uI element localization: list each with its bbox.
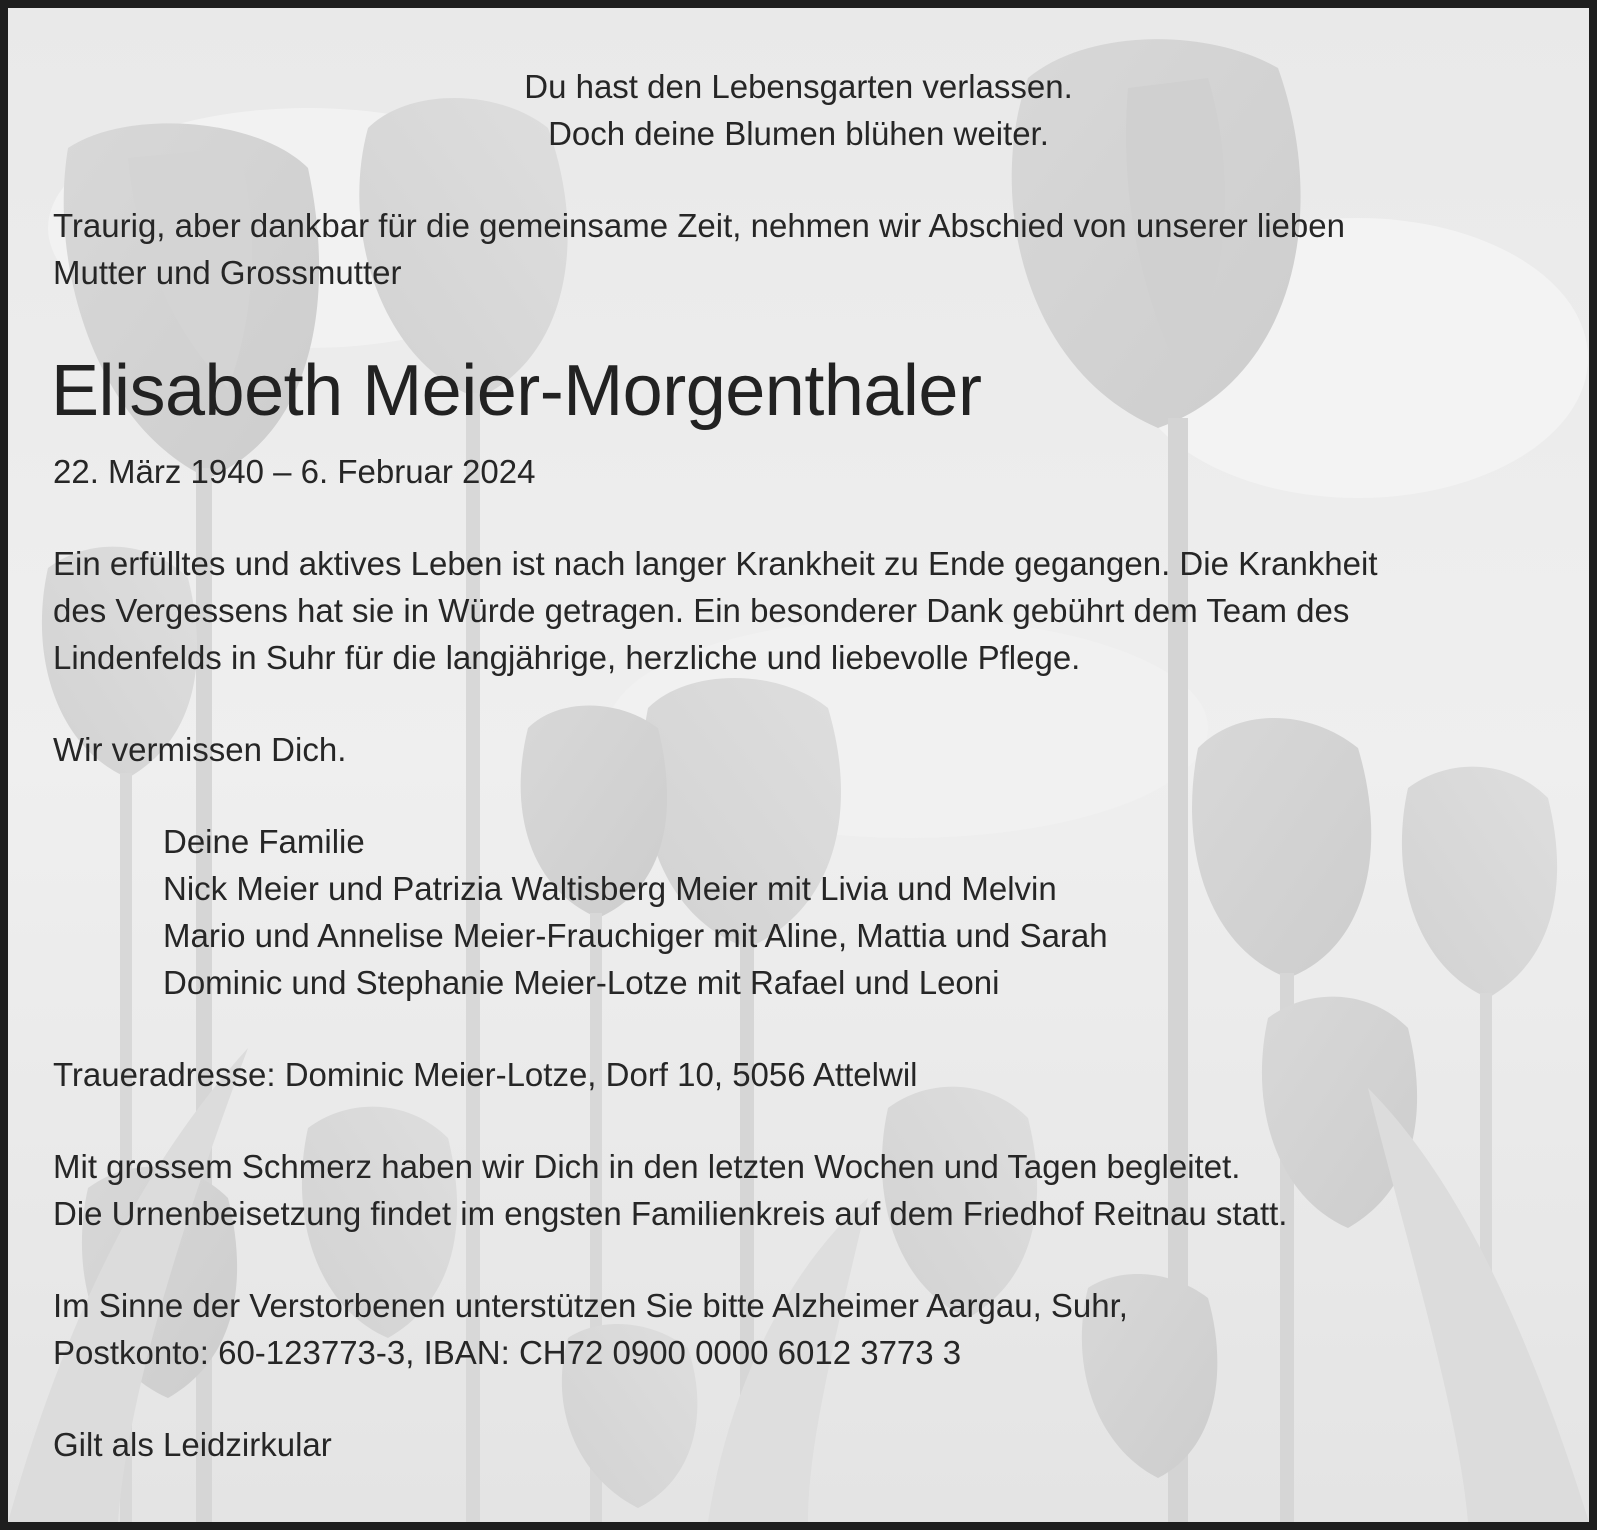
donation-line-1: Im Sinne der Verstorbenen unterstützen Sie bitte Alzheimer Aargau, Suhr, (53, 1287, 1128, 1324)
deceased-name: Elisabeth Meier-Morgenthaler (51, 351, 982, 431)
intro-line-2: Mutter und Grossmutter (53, 254, 402, 291)
family-heading: Deine Familie (163, 823, 365, 860)
poem-line-2: Doch deine Blumen blühen weiter. (548, 115, 1049, 152)
funeral-line-2: Die Urnenbeisetzung findet im engsten Familienkreis auf dem Friedhof Reitnau statt. (53, 1195, 1288, 1232)
donation-line-2: Postkonto: 60-123773-3, IBAN: CH72 0900 0000 6012 3773 3 (53, 1334, 962, 1371)
obituary-text (8, 8, 1589, 1522)
funeral-line-1: Mit grossem Schmerz haben wir Dich in den letzten Wochen und Tagen begleitet. (53, 1148, 1241, 1185)
poem-line-1: Du hast den Lebensgarten verlassen. (524, 68, 1073, 105)
tribute-line-2: des Vergessens hat sie in Würde getragen. Ein besonderer Dank gebührt dem Team des (53, 592, 1350, 629)
miss-line: Wir vermissen Dich. (53, 731, 347, 768)
family-member: Mario und Annelise Meier-Frauchiger mit Aline, Mattia und Sarah (163, 917, 1108, 954)
life-dates: 22. März 1940 – 6. Februar 2024 (53, 453, 536, 490)
intro-line-1: Traurig, aber dankbar für die gemeinsame Zeit, nehmen wir Abschied von unserer lieben (53, 207, 1345, 244)
tribute-line-3: Lindenfelds in Suhr für die langjährige, herzliche und liebevolle Pflege. (53, 639, 1081, 676)
footer-note: Gilt als Leidzirkular (53, 1426, 332, 1463)
family-member: Dominic und Stephanie Meier-Lotze mit Rafael und Leoni (163, 964, 1000, 1001)
mourning-address: Traueradresse: Dominic Meier-Lotze, Dorf 10, 5056 Attelwil (53, 1056, 918, 1093)
family-member: Nick Meier und Patrizia Waltisberg Meier mit Livia und Melvin (163, 870, 1057, 907)
tribute-line-1: Ein erfülltes und aktives Leben ist nach langer Krankheit zu Ende gegangen. Die Krankheit (53, 545, 1378, 582)
